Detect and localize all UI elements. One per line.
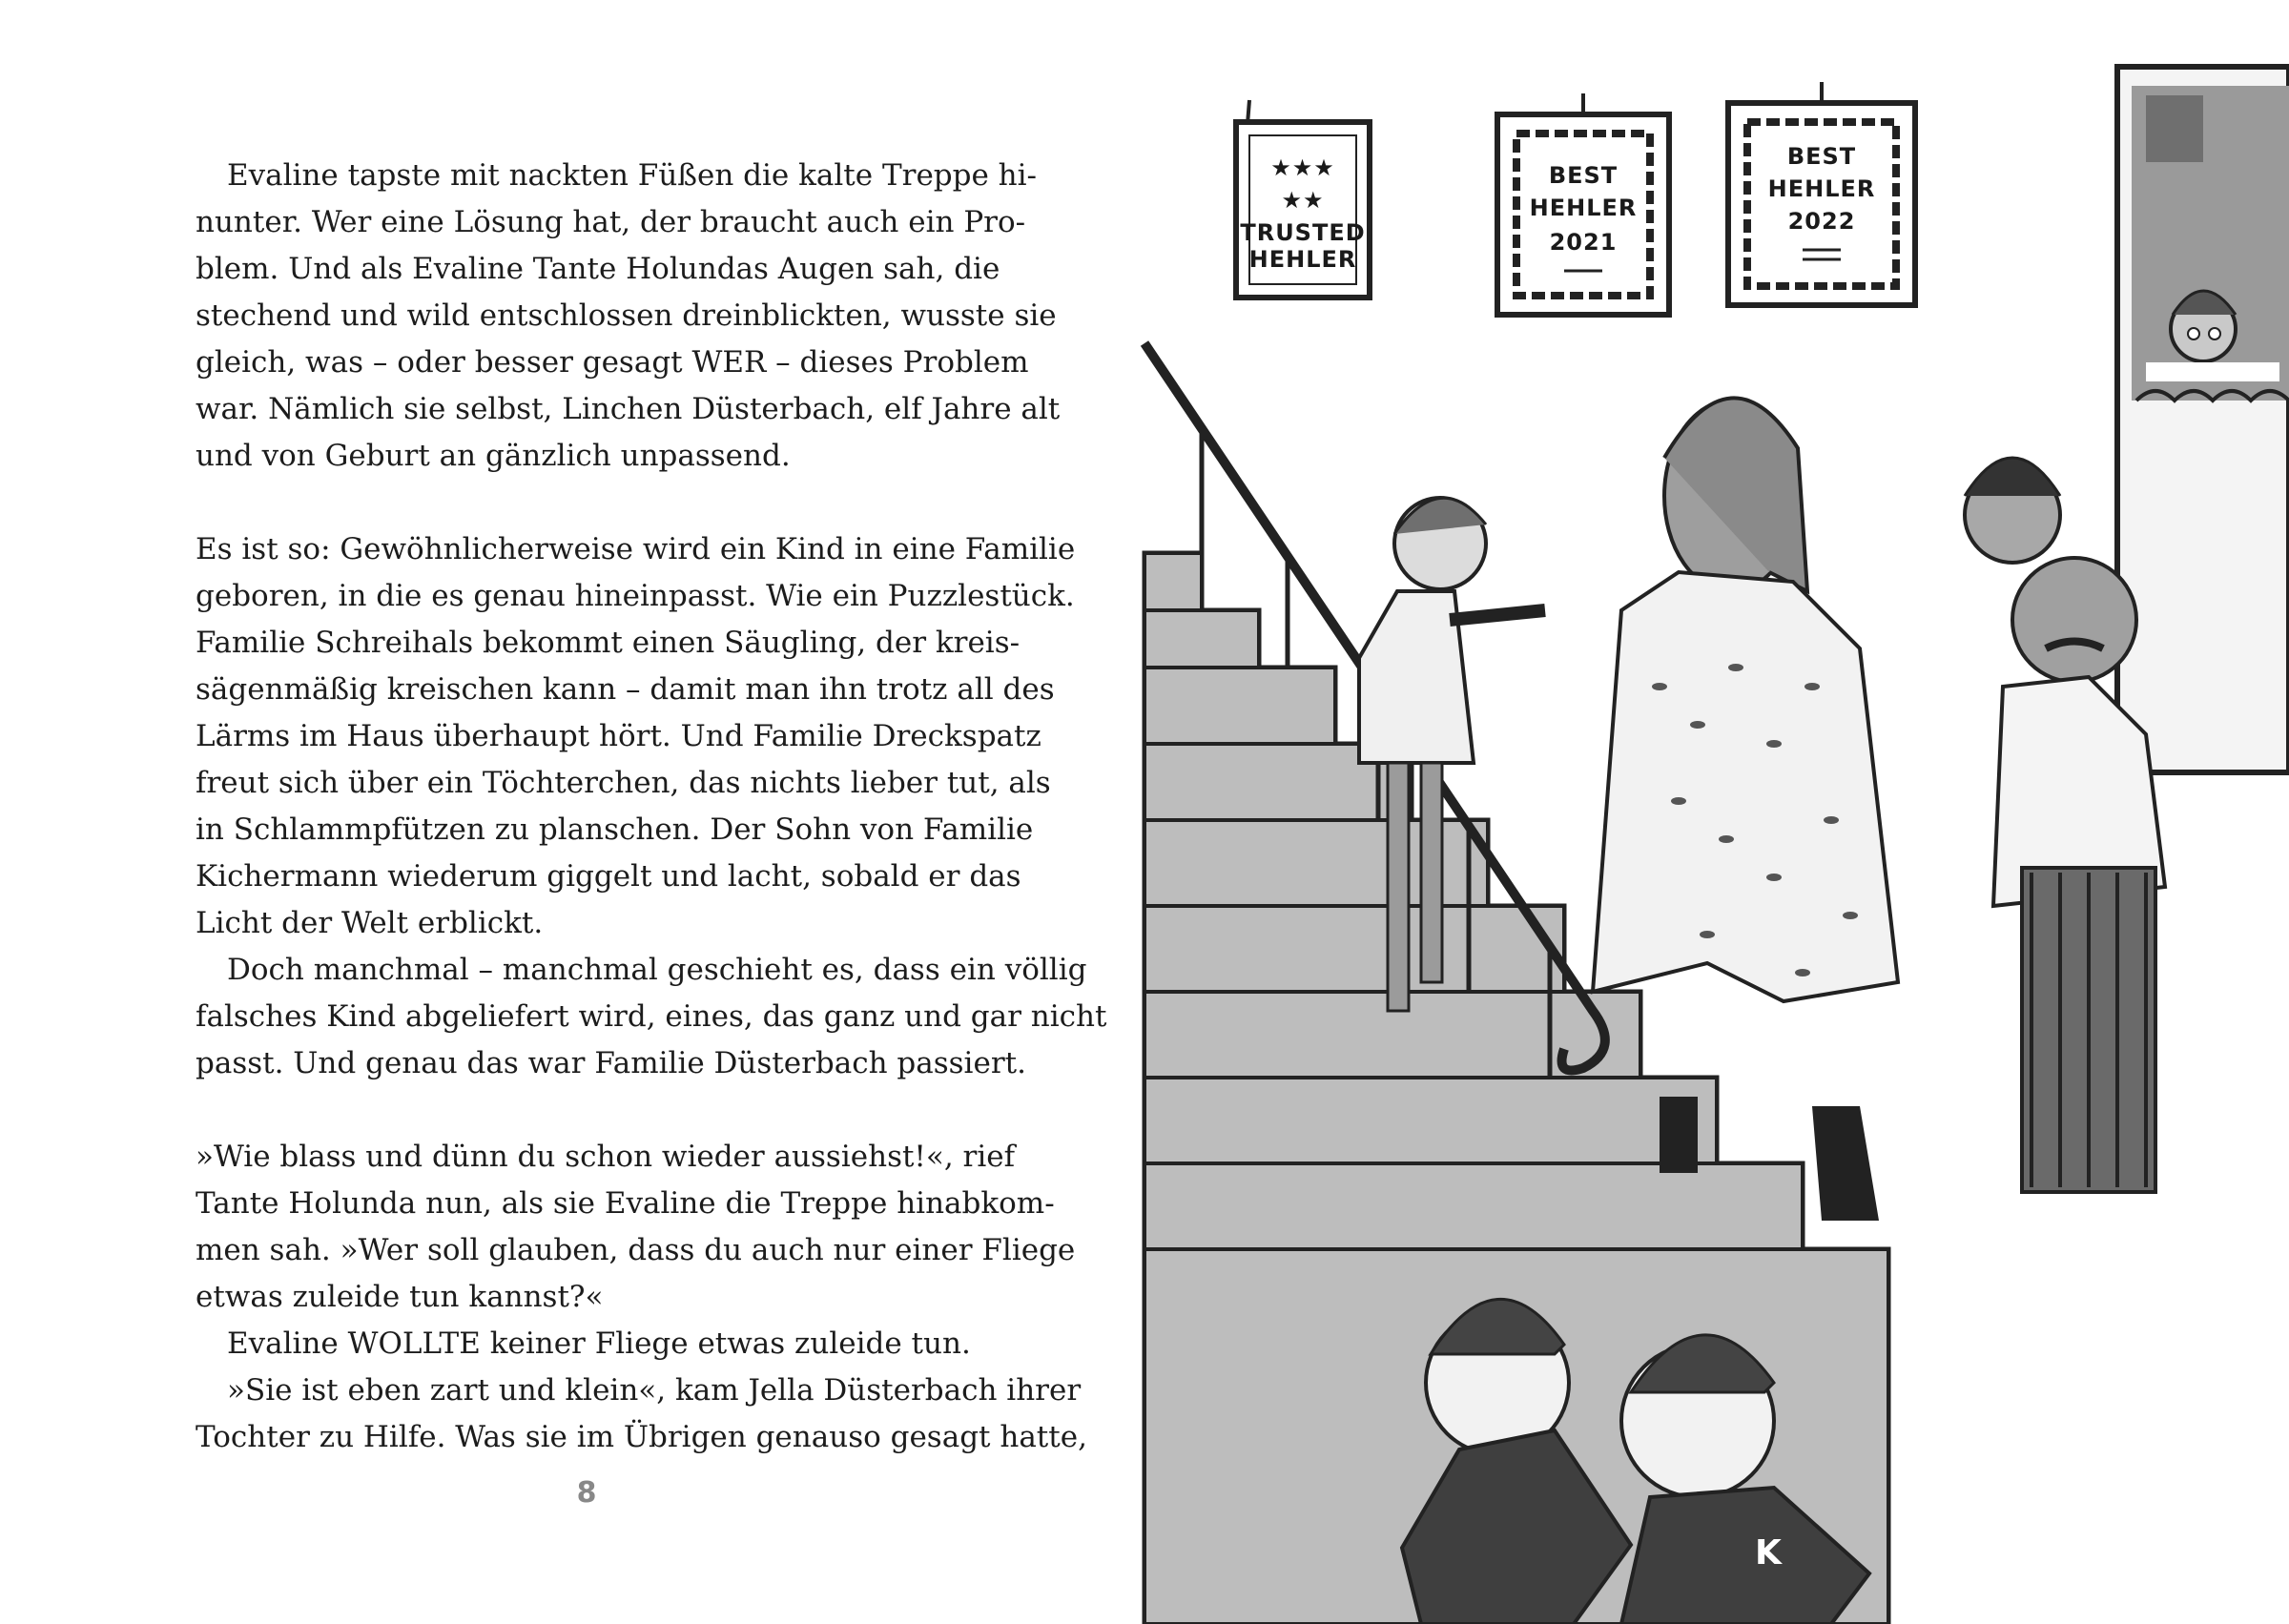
frame-label: BEST — [1786, 143, 1857, 170]
frame-stars-top: ★★★ — [1270, 154, 1335, 181]
text-line: und von Geburt an gänzlich unpassend. — [196, 439, 791, 473]
text-line: Kichermann wiederum giggelt und lacht, sobald er das — [196, 859, 1021, 894]
text-line: gleich, was – oder besser gesagt WER – dieses Problem — [196, 345, 1029, 380]
frame-label: HEHLER — [1529, 195, 1638, 221]
text-line: freut sich über ein Töchterchen, das nichts lieber tut, als — [196, 766, 1051, 800]
frame-stars-bottom: ★★ — [1281, 187, 1325, 214]
text-line: men sah. »Wer soll glauben, dass du auch nur einer Fliege — [196, 1233, 1076, 1267]
frame-best-hehler-2021 — [1497, 93, 1669, 315]
text-line: war. Nämlich sie selbst, Linchen Düsterbach, elf Jahre alt — [196, 392, 1061, 426]
text-line: Lärms im Haus überhaupt hört. Und Familie Dreckspatz — [196, 719, 1041, 753]
text-line: Familie Schreihals bekommt einen Säugling, der kreis- — [196, 626, 1021, 660]
text-line: sägenmäßig kreischen kann – damit man ihn trotz all des — [196, 672, 1055, 707]
paragraph — [196, 1321, 982, 1367]
frame-label: HEHLER — [1248, 246, 1357, 273]
paragraph — [196, 1134, 1076, 1321]
text-line: Evaline tapste mit nackten Füßen die kalte Treppe hi- — [227, 158, 1038, 193]
text-line: in Schlammpfützen zu planschen. Der Sohn von Familie — [196, 812, 1034, 847]
text-line: passt. Und genau das war Familie Düsterbach passiert. — [196, 1046, 1026, 1080]
frame-trusted-hehler — [1236, 100, 1370, 298]
text-line: blem. Und als Evaline Tante Holundas Augen sah, die — [196, 252, 1000, 286]
body-text — [196, 153, 1107, 1461]
text-line: geboren, in die es genau hineinpasst. Wie ein Puzzlestück. — [196, 579, 1075, 613]
frame-year: 2022 — [1787, 208, 1856, 235]
text-line: nunter. Wer eine Lösung hat, der braucht auch ein Pro- — [196, 205, 1026, 239]
paragraph — [196, 947, 1107, 1087]
text-line: Licht der Welt erblickt. — [196, 906, 544, 940]
paragraph — [196, 153, 1061, 480]
staircase-illustration — [1144, 0, 2289, 1624]
text-line: stechend und wild entschlossen dreinblickten, wusste sie — [196, 298, 1057, 333]
sweater-letter: K — [1755, 1533, 1782, 1573]
text-line: »Sie ist eben zart und klein«, kam Jella Düsterbach ihrer — [227, 1373, 1082, 1408]
frame-label: HEHLER — [1767, 175, 1876, 202]
page-number: 8 — [576, 1476, 597, 1510]
right-page — [1144, 0, 2289, 1624]
left-page — [0, 0, 1144, 1624]
frame-label: TRUSTED — [1240, 219, 1366, 246]
text-line: Tante Holunda nun, als sie Evaline die Treppe hinabkom- — [196, 1186, 1055, 1221]
frame-label: BEST — [1548, 162, 1619, 189]
mother-figure — [1965, 458, 2060, 563]
frame-year: 2021 — [1549, 229, 1618, 256]
text-line: Doch manchmal – manchmal geschieht es, dass ein völlig — [227, 953, 1087, 987]
text-line: falsches Kind abgeliefert wird, eines, das ganz und gar nicht — [196, 999, 1107, 1034]
doorway — [2117, 67, 2289, 772]
paragraph — [196, 526, 1076, 947]
text-line: Es ist so: Gewöhnlicherweise wird ein Kind in eine Familie — [196, 532, 1076, 566]
text-line: Tochter zu Hilfe. Was sie im Übrigen genauso gesagt hatte, — [196, 1420, 1087, 1454]
paragraph — [196, 1367, 1087, 1461]
text-line: Evaline WOLLTE keiner Fliege etwas zuleide tun. — [227, 1326, 971, 1361]
frame-best-hehler-2022 — [1728, 82, 1915, 305]
text-line: »Wie blass und dünn du schon wieder aussiehst!«, rief — [196, 1140, 1016, 1174]
text-line: etwas zuleide tun kannst?« — [196, 1280, 604, 1314]
